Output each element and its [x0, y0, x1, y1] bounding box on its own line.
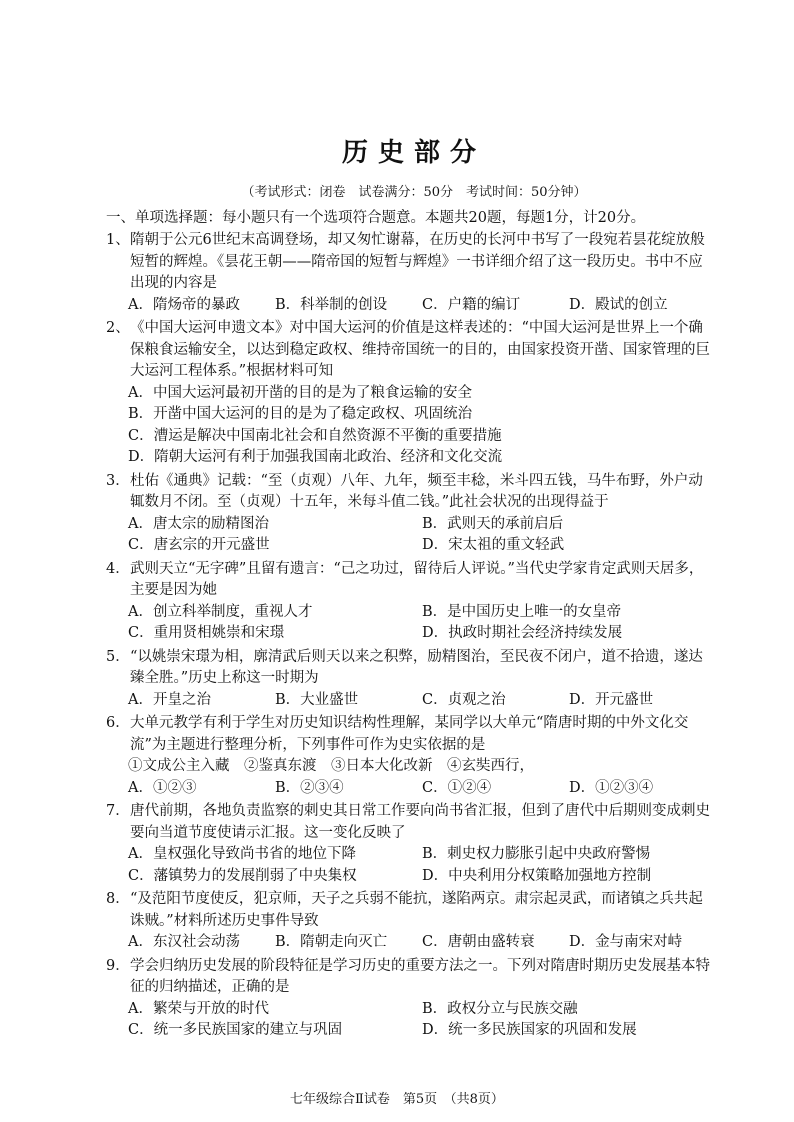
question-list [106, 230, 716, 1042]
question-number: 6． [106, 715, 130, 731]
option-b: B．②③④ [275, 779, 344, 796]
option-row [128, 999, 716, 1021]
question-text: 《中国大运河申遗文本》对中国大运河的价值是这样表述的：“中国大运河是世界上一个确保粮食运输安全，以达到稳定政权、维持帝国统一的目的，由国家投资开凿、国家管理的巨大运河工程体系。”根据材料可知 [130, 320, 710, 379]
event-list: ①文成公主入藏 ②鉴真东渡 ③日本大化改新 ④玄奘西行， [128, 758, 534, 774]
option-d: D．执政时期社会经济持续发展 [422, 625, 623, 641]
option-d: D．①②③④ [569, 779, 654, 796]
option-row [128, 932, 716, 954]
answer-options [112, 383, 716, 469]
option-row [128, 514, 716, 536]
answer-options [112, 844, 716, 887]
option-b: B．政权分立与民族交融 [422, 1000, 578, 1017]
option-d: D．中央利用分权策略加强地方控制 [422, 867, 652, 884]
question-text: 杜佑《通典》记载：“至（贞观）八年、九年，频至丰稔，米斗四五钱，马牛布野，外户动辄数月不闭。至（贞观）十五年，米每斗值二钱。”此社会状况的出现得益于 [130, 472, 703, 510]
option-d: D．统一多民族国家的巩固和发展 [422, 1022, 637, 1038]
option-d: D．宋太祖的重文轻武 [422, 537, 565, 553]
option-row [128, 690, 716, 712]
exam-info: （考试形式：闭卷 试卷满分：50分 考试时间：50分钟） [241, 185, 587, 200]
question-2 [106, 318, 716, 469]
question-text: 唐代前期，各地负责监察的刺史其日常工作要向尚书省汇报，但到了唐代中后期则变成刺史要向当道节度使请示汇报。这一变化反映了 [130, 803, 710, 841]
option-row [128, 383, 716, 405]
option-a: A．唐太宗的励精图治 [128, 515, 269, 532]
answer-options [112, 778, 716, 800]
question-stem [106, 559, 716, 602]
page-footer: 七年级综合Ⅱ试卷 第5页 （共8页） [290, 1092, 504, 1107]
option-a: A．东汉社会动荡 [128, 934, 240, 950]
option-a: A．繁荣与开放的时代 [128, 1000, 269, 1017]
option-b: B．刺史权力膨胀引起中央政府警惕 [422, 846, 651, 862]
option-c: C．唐朝由盛转衰 [422, 934, 535, 950]
question-number: 3． [106, 472, 130, 489]
question-text: 学会归纳历史发展的阶段特征是学习历史的重要方法之一。下列对隋唐时期历史发展基本特征的归纳描述，正确的是 [130, 957, 710, 995]
option-c: C．①②④ [422, 779, 492, 796]
section-heading: 一、单项选择题：每小题只有一个选项符合题意。本题共20题，每题1分，计20分。 [106, 210, 646, 226]
answer-options [112, 602, 716, 645]
question-3 [106, 471, 716, 557]
option-row [128, 844, 716, 866]
question-1 [106, 230, 716, 316]
question-8 [106, 889, 716, 954]
question-number: 9． [106, 957, 130, 974]
option-c: C．藩镇势力的发展削弱了中央集权 [128, 867, 357, 884]
question-stem [106, 647, 716, 690]
answer-options [112, 690, 716, 712]
question-text: 大单元教学有利于学生对历史知识结构性理解，某同学以大单元“隋唐时期的中外文化交流”为主题进行整理分析，下列事件可作为史实依据的是 [130, 715, 689, 753]
question-stem [106, 471, 716, 514]
option-b: B．武则天的承前启后 [422, 515, 564, 532]
option-row [128, 778, 716, 800]
answer-options [112, 932, 716, 954]
question-text: “及范阳节度使反，犯京师，天子之兵弱不能抗，遂陷两京。肃宗起灵武，而诸镇之兵共起诛贼。”材料所述历史事件导致 [130, 891, 703, 929]
option-c: C．唐玄宗的开元盛世 [128, 537, 270, 553]
question-number: 1、 [106, 232, 130, 248]
option-d: D．隋朝大运河有利于加强我国南北政治、经济和文化交流 [128, 449, 503, 465]
option-c: C．重用贤相姚崇和宋璟 [128, 625, 285, 641]
option-a: A．中国大运河最初开凿的目的是为了粮食运输的安全 [128, 384, 472, 401]
option-row [128, 447, 716, 469]
option-a: A．开皇之治 [128, 691, 211, 708]
option-d: D．殿试的创立 [569, 296, 668, 313]
question-number: 5． [106, 648, 130, 665]
page-title: 历史部分 [341, 138, 486, 168]
question-stem [106, 230, 716, 295]
question-text: 隋朝于公元6世纪末高调登场，却又匆忙谢幕，在历史的长河中书写了一段宛若昙花绽放般短暂的辉煌。《昙花王朝——隋帝国的短暂与辉煌》一书详细介绍了这一段历史。书中不应出现的内容是 [130, 232, 705, 291]
option-row [128, 404, 716, 426]
option-b: B．是中国历史上唯一的女皇帝 [422, 603, 622, 620]
option-b: B．隋朝走向灭亡 [275, 934, 388, 950]
question-stem [106, 889, 716, 932]
option-d: D．开元盛世 [569, 691, 654, 708]
answer-options [112, 999, 716, 1042]
question-4 [106, 559, 716, 645]
option-a: A．①②③ [128, 779, 197, 796]
option-row [128, 866, 716, 888]
question-stem [106, 801, 716, 844]
option-a: A．创立科举制度，重视人才 [128, 603, 313, 620]
question-stem [106, 956, 716, 999]
option-row [128, 295, 716, 317]
option-d: D．金与南宋对峙 [569, 934, 683, 950]
option-row [128, 1020, 716, 1042]
option-c: C．贞观之治 [422, 691, 506, 708]
option-row [128, 602, 716, 624]
option-row [128, 623, 716, 645]
option-c: C．统一多民族国家的建立与巩固 [128, 1022, 343, 1038]
question-7 [106, 801, 716, 887]
option-c: C．户籍的编订 [422, 296, 521, 313]
option-row [128, 426, 716, 448]
question-text: 武则天立“无字碑”且留有遗言：“己之功过，留待后人评说。”当代史学家肯定武则天居多，主要是因为她 [130, 560, 704, 598]
question-6 [106, 713, 716, 799]
question-5 [106, 647, 716, 712]
answer-options [112, 295, 716, 317]
answer-options [112, 514, 716, 557]
option-b: B．大业盛世 [275, 691, 359, 708]
question-number: 4． [106, 560, 130, 577]
option-b: B．开凿中国大运河的目的是为了稳定政权、巩固统治 [128, 406, 473, 422]
option-c: C．漕运是解决中国南北社会和自然资源不平衡的重要措施 [128, 427, 502, 444]
question-text: “以姚崇宋璟为相，廓清武后则天以来之积弊，励精图治，至民夜不闭户，道不拾遗，遂达臻全胜。”历史上称这一时期为 [130, 648, 703, 686]
question-number: 2、 [106, 320, 130, 336]
question-stem [106, 318, 716, 383]
question-stem [106, 713, 716, 756]
option-a: A．皇权强化导致尚书省的地位下降 [128, 846, 356, 862]
question-9 [106, 956, 716, 1042]
option-a: A．隋炀帝的暴政 [128, 296, 240, 313]
option-row [128, 535, 716, 557]
option-b: B．科举制的创设 [275, 296, 388, 313]
question-number: 8． [106, 891, 130, 907]
question-number: 7． [106, 803, 130, 819]
